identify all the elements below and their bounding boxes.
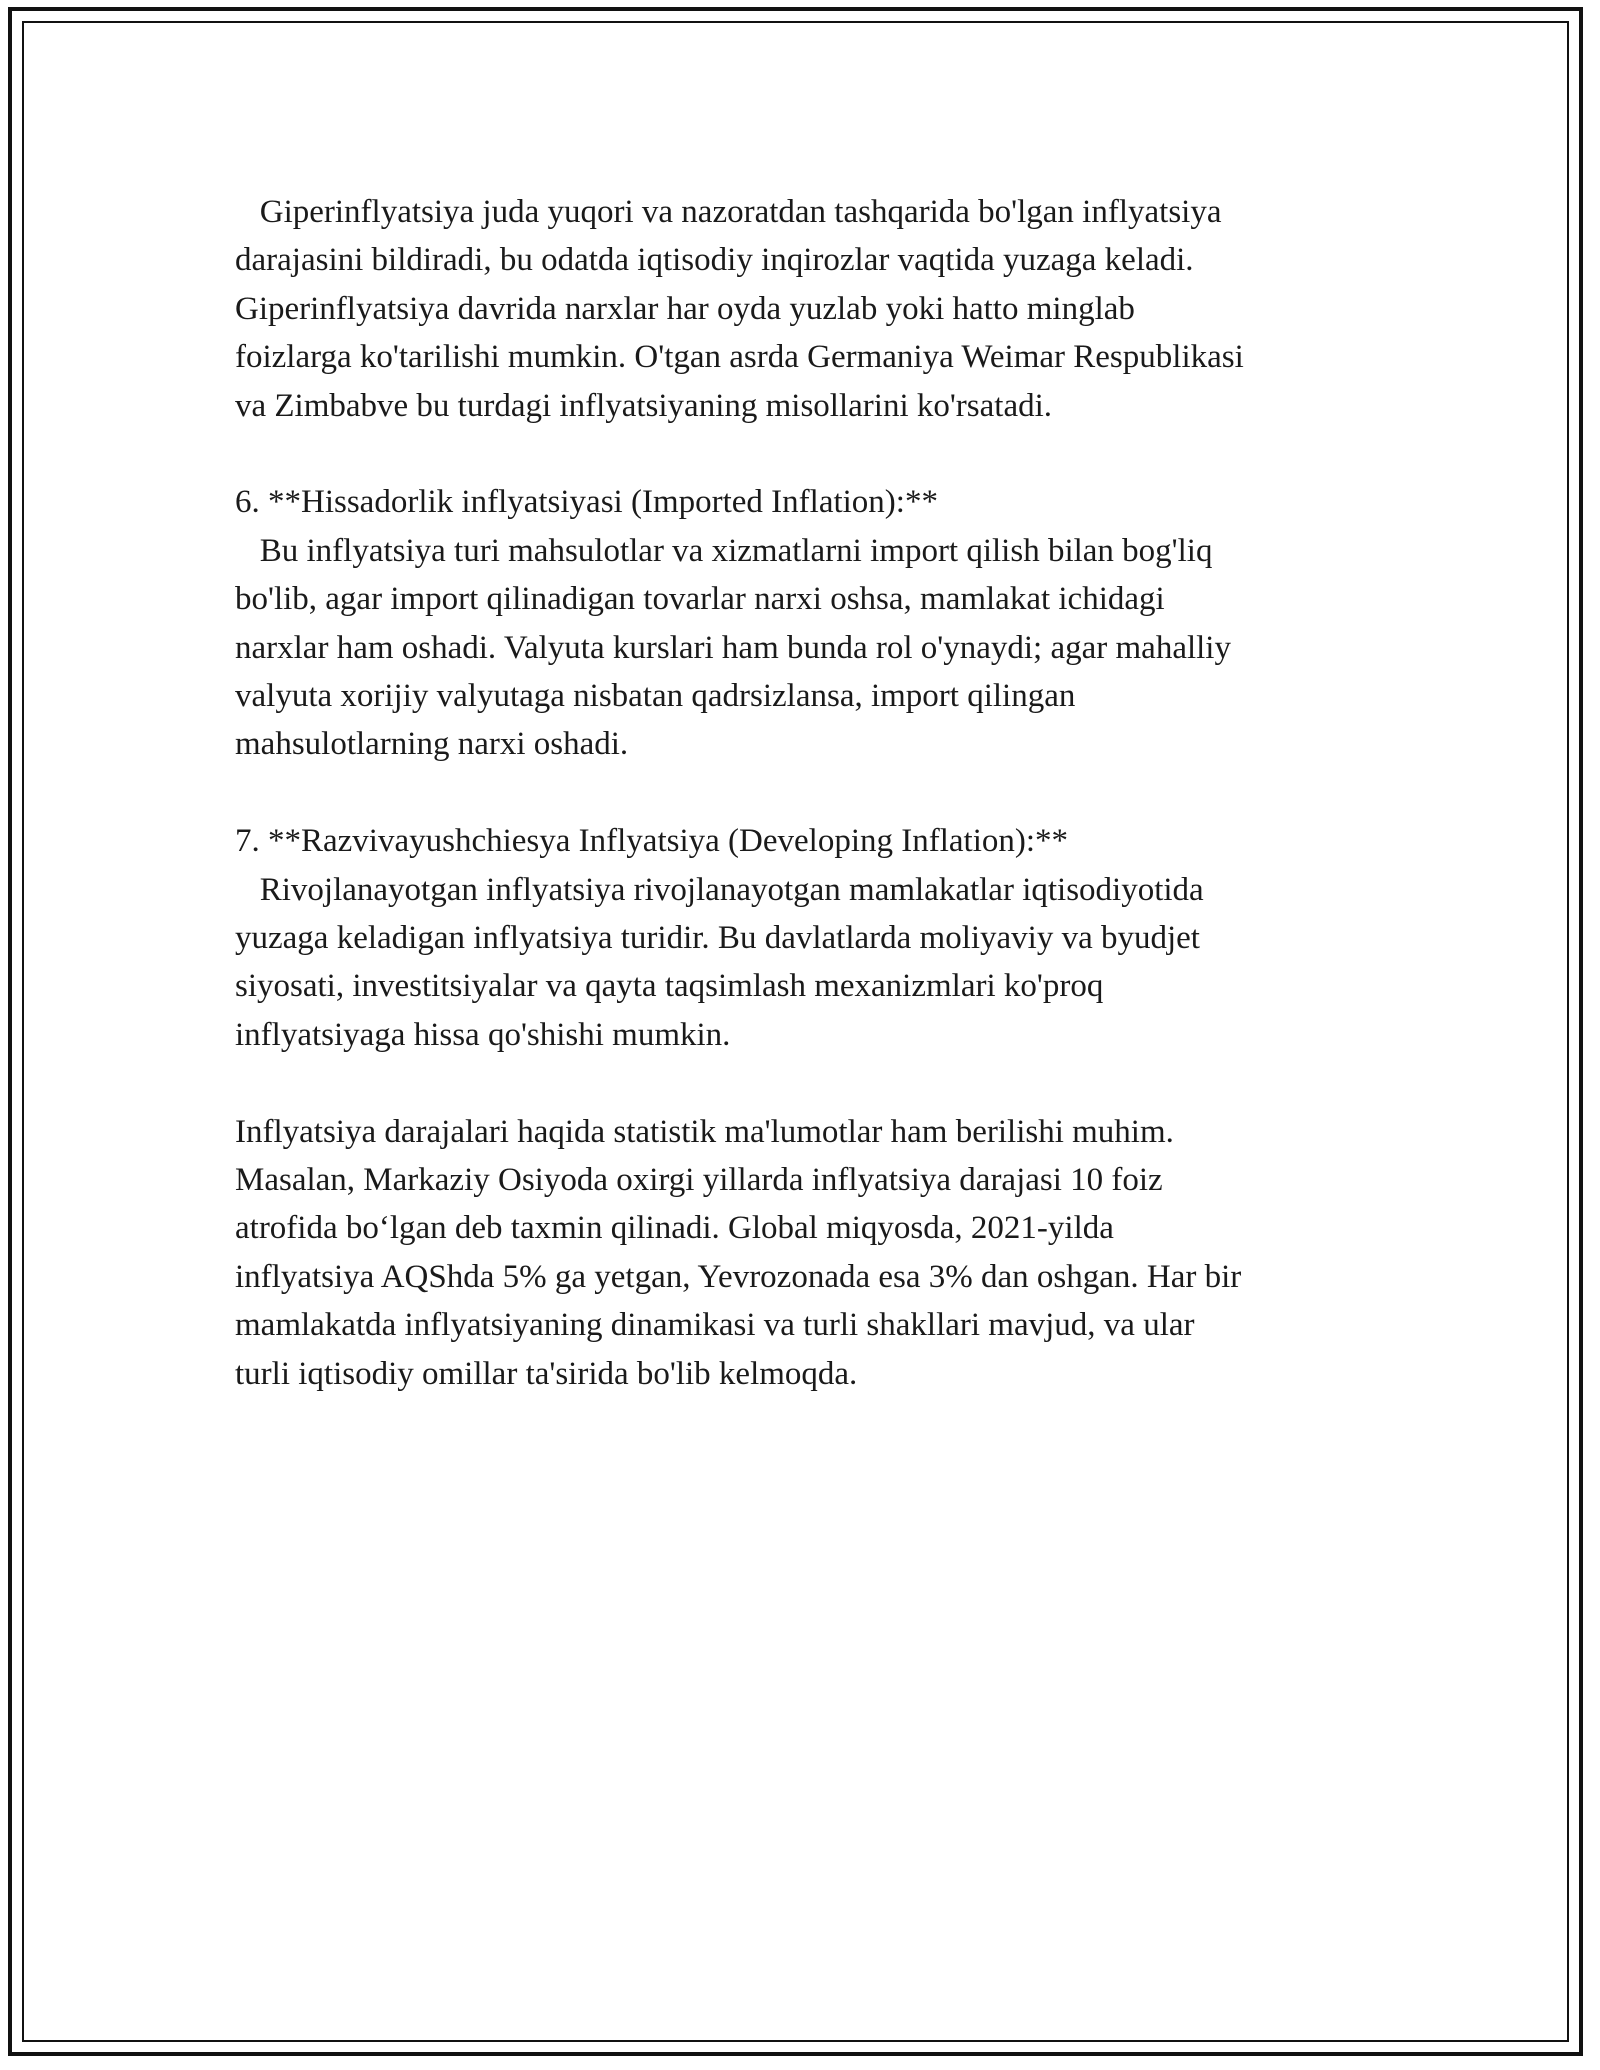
text-line: bo'lib, agar import qilinadigan tovarlar narxi oshsa, mamlakat ichidagi [235, 581, 1165, 618]
paragraph-hyperinflation [235, 188, 1395, 430]
text-line: Rivojlanayotgan inflyatsiya rivojlanayotgan mamlakatlar iqtisodiyotida [235, 871, 1204, 908]
text-line: inflyatsiya AQShda 5% ga yetgan, Yevrozonada esa 3% dan oshgan. Har bir [235, 1258, 1242, 1295]
text-line: Inflyatsiya darajalari haqida statistik ma'lumotlar ham berilishi muhim. [235, 1113, 1174, 1150]
text-line: Giperinflyatsiya juda yuqori va nazoratdan tashqarida bo'lgan inflyatsiya [235, 194, 1222, 230]
text-line: turli iqtisodiy omillar ta'sirida bo'lib kelmoqda. [235, 1355, 858, 1392]
section-heading: 6. **Hissadorlik inflyatsiyasi (Imported Inflation):** [235, 484, 938, 521]
text-line: narxlar ham oshadi. Valyuta kurslari ham bunda rol o'ynaydi; agar mahalliy [235, 629, 1231, 666]
document-body [235, 188, 1395, 1398]
text-line: Bu inflyatsiya turi mahsulotlar va xizmatlarni import qilish bilan bog'liq [235, 532, 1213, 569]
text-line: yuzaga keladigan inflyatsiya turidir. Bu davlatlarda moliyaviy va byudjet [235, 920, 1200, 957]
section-6-imported-inflation [235, 478, 1395, 768]
text-line: mamlakatda inflyatsiyaning dinamikasi va turli shakllari mavjud, va ular [235, 1307, 1195, 1344]
text-line: Masalan, Markaziy Osiyoda oxirgi yillarda inflyatsiya darajasi 10 foiz [235, 1162, 1163, 1199]
text-line: atrofida bo‘lgan deb taxmin qilinadi. Global miqyosda, 2021-yilda [235, 1210, 1114, 1247]
text-line: darajasini bildiradi, bu odatda iqtisodiy inqirozlar vaqtida yuzaga keladi. [235, 242, 1194, 279]
text-line: Giperinflyatsiya davrida narxlar har oyda yuzlab yoki hatto minglab [235, 290, 1135, 327]
section-heading: 7. **Razvivayushchiesya Inflyatsiya (Developing Inflation):** [235, 823, 1069, 860]
text-line: siyosati, investitsiyalar va qayta taqsimlash mexanizmlari ko'proq [235, 968, 1104, 1005]
text-line: va Zimbabve bu turdagi inflyatsiyaning misollarini ko'rsatadi. [235, 387, 1053, 424]
text-line: foizlarga ko'tarilishi mumkin. O'tgan asrda Germaniya Weimar Respublikasi [235, 339, 1244, 376]
text-line: valyuta xorijiy valyutaga nisbatan qadrsizlansa, import qilingan [235, 678, 1076, 715]
text-line: mahsulotlarning narxi oshadi. [235, 726, 629, 763]
section-7-developing-inflation [235, 817, 1395, 1059]
text-line: inflyatsiyaga hissa qo'shishi mumkin. [235, 1016, 731, 1053]
paragraph-statistics [235, 1108, 1395, 1398]
paragraph-spacer [235, 769, 1395, 817]
paragraph-spacer [235, 430, 1395, 478]
paragraph-spacer [235, 1059, 1395, 1107]
